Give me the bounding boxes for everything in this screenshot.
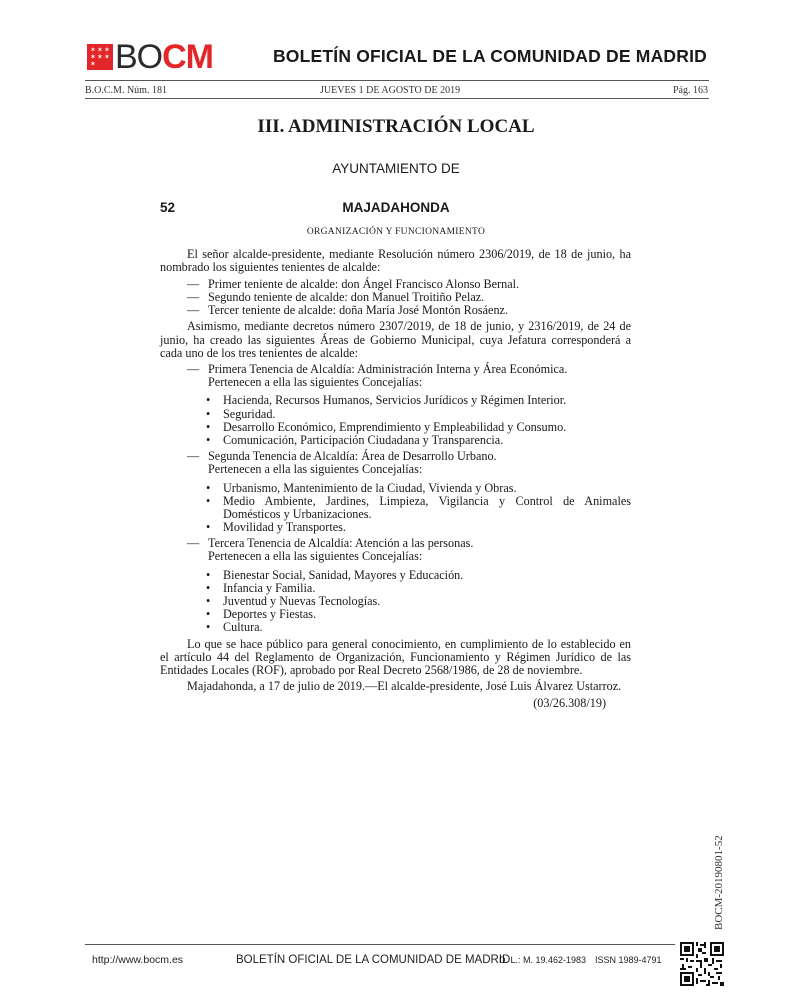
list-item	[206, 434, 631, 447]
footer-rule	[85, 944, 675, 945]
bullet-marker: •	[206, 480, 211, 495]
concejalias-list	[208, 569, 631, 634]
logo-cm: CM	[162, 38, 214, 76]
closing-paragraph: Lo que se hace público para general conocimiento, en cumplimiento de lo establecido en el artículo 44 del Reglamento de Organización, Funcionamiento y Régimen Jurídico de las Entidades Locales (ROF), aprobado por Real Decreto 2568/1986, de 28 de noviembre.	[160, 636, 631, 677]
ayuntamiento-label: AYUNTAMIENTO DE	[332, 161, 460, 176]
municipality-name: MAJADAHONDA	[342, 200, 450, 215]
bullet-marker: •	[206, 606, 211, 621]
concejalia: Seguridad.	[223, 406, 276, 421]
qr-code-icon	[680, 942, 724, 986]
dash-marker: —	[187, 536, 200, 551]
bullet-marker: •	[206, 406, 211, 421]
concejalia: Bienestar Social, Sanidad, Mayores y Educación.	[223, 567, 464, 582]
tenencias-list	[160, 363, 631, 634]
concejalias-list	[208, 482, 631, 534]
footer-legal-deposit: D. L.: M. 19.462-1983	[499, 955, 587, 965]
tenientes-list	[160, 278, 631, 317]
bullet-marker: •	[206, 493, 211, 508]
list-item	[160, 304, 631, 317]
concejalia: Medio Ambiente, Jardines, Limpieza, Vigilancia y Control de Animales Domésticos y Urbanizaciones.	[223, 493, 631, 521]
tenencia-title: Primera Tenencia de Alcaldía: Administración Interna y Área Económica.	[208, 362, 568, 377]
intro-paragraph: El señor alcalde-presidente, mediante Resolución número 2306/2019, de 18 de junio, ha nombrado los siguientes tenientes de alcalde:	[160, 247, 631, 275]
teniente-1: Primer teniente de alcalde: don Ángel Francisco Alonso Bernal.	[208, 276, 520, 291]
reference-code: (03/26.308/19)	[533, 695, 606, 710]
bullet-marker: •	[206, 419, 211, 434]
footer-issn: ISSN 1989-4791	[595, 955, 662, 965]
list-item	[206, 608, 631, 621]
issue-number: B.O.C.M. Núm. 181	[85, 85, 167, 96]
footer-url[interactable]: http://www.bocm.es	[92, 954, 184, 966]
logo-wordmark	[115, 38, 214, 76]
asimismo-paragraph: Asimismo, mediante decretos número 2307/2019, de 18 de junio, y 2316/2019, de 24 de junio, ha creado las siguientes Áreas de Gobierno Municipal, cuya Jefatura corresponderá a cada uno de los tres tenientes de alcalde:	[160, 319, 631, 360]
document-body	[160, 248, 631, 710]
entry-number: 52	[160, 200, 176, 215]
concejalia: Movilidad y Transportes.	[223, 519, 346, 534]
concejalia: Infancia y Familia.	[223, 580, 316, 595]
madrid-stars-icon: ✶ ✶ ✶ ✶ ✶ ✶ ✶	[87, 44, 113, 70]
concejalia: Urbanismo, Mantenimiento de la Ciudad, Vivienda y Obras.	[223, 480, 517, 495]
tenencia-subtitle: Pertenecen a ella las siguientes Concejalías:	[208, 549, 423, 564]
concejalia: Comunicación, Participación Ciudadana y Transparencia.	[223, 432, 504, 447]
bocm-logo	[87, 38, 214, 76]
list-item	[206, 621, 631, 634]
tenencia-title: Segunda Tenencia de Alcaldía: Área de Desarrollo Urbano.	[208, 449, 497, 464]
issue-date: JUEVES 1 DE AGOSTO DE 2019	[320, 85, 461, 96]
dash-marker: —	[187, 362, 200, 377]
dash-marker: —	[187, 276, 200, 291]
list-item	[206, 495, 631, 521]
dash-marker: —	[187, 302, 200, 317]
list-item	[206, 521, 631, 534]
header-rule-bottom	[85, 98, 709, 99]
teniente-3: Tercer teniente de alcalde: doña María José Montón Rosáenz.	[208, 302, 508, 317]
publication-title: BOLETÍN OFICIAL DE LA COMUNIDAD DE MADRID	[272, 46, 707, 66]
bullet-marker: •	[206, 567, 211, 582]
section-title: III. ADMINISTRACIÓN LOCAL	[257, 116, 535, 137]
bullet-marker: •	[206, 432, 211, 447]
concejalia: Hacienda, Recursos Humanos, Servicios Jurídicos y Régimen Interior.	[223, 393, 567, 408]
bullet-marker: •	[206, 519, 211, 534]
concejalia: Desarrollo Económico, Emprendimiento y Empleabilidad y Consumo.	[223, 419, 567, 434]
bullet-marker: •	[206, 619, 211, 634]
tenencia-title: Tercera Tenencia de Alcaldía: Atención a las personas.	[208, 536, 474, 551]
bullet-marker: •	[206, 580, 211, 595]
concejalia: Juventud y Nuevas Tecnologías.	[223, 593, 381, 608]
bullet-marker: •	[206, 393, 211, 408]
subheading: ORGANIZACIÓN Y FUNCIONAMIENTO	[306, 227, 486, 237]
tenencia-2	[160, 450, 631, 534]
document-code-vertical: BOCM-20190801-52	[713, 835, 725, 930]
tenencia-1	[160, 363, 631, 447]
dash-marker: —	[187, 289, 200, 304]
concejalia: Cultura.	[223, 619, 263, 634]
footer-title: BOLETÍN OFICIAL DE LA COMUNIDAD DE MADRID	[236, 954, 511, 966]
concejalias-list	[208, 394, 631, 446]
page-number: Pág. 163	[673, 85, 708, 96]
teniente-2: Segundo teniente de alcalde: don Manuel Troitiño Pelaz.	[208, 289, 485, 304]
tenencia-subtitle: Pertenecen a ella las siguientes Concejalías:	[208, 462, 423, 477]
tenencia-3	[160, 537, 631, 634]
header-rule-top	[85, 80, 709, 81]
logo-bo: BO	[115, 38, 163, 76]
bullet-marker: •	[206, 593, 211, 608]
concejalia: Deportes y Fiestas.	[223, 606, 317, 621]
tenencia-subtitle: Pertenecen a ella las siguientes Concejalías:	[208, 375, 423, 390]
signature-line: Majadahonda, a 17 de julio de 2019.—El alcalde-presidente, José Luis Álvarez Ustarroz.	[187, 679, 622, 694]
dash-marker: —	[187, 449, 200, 464]
